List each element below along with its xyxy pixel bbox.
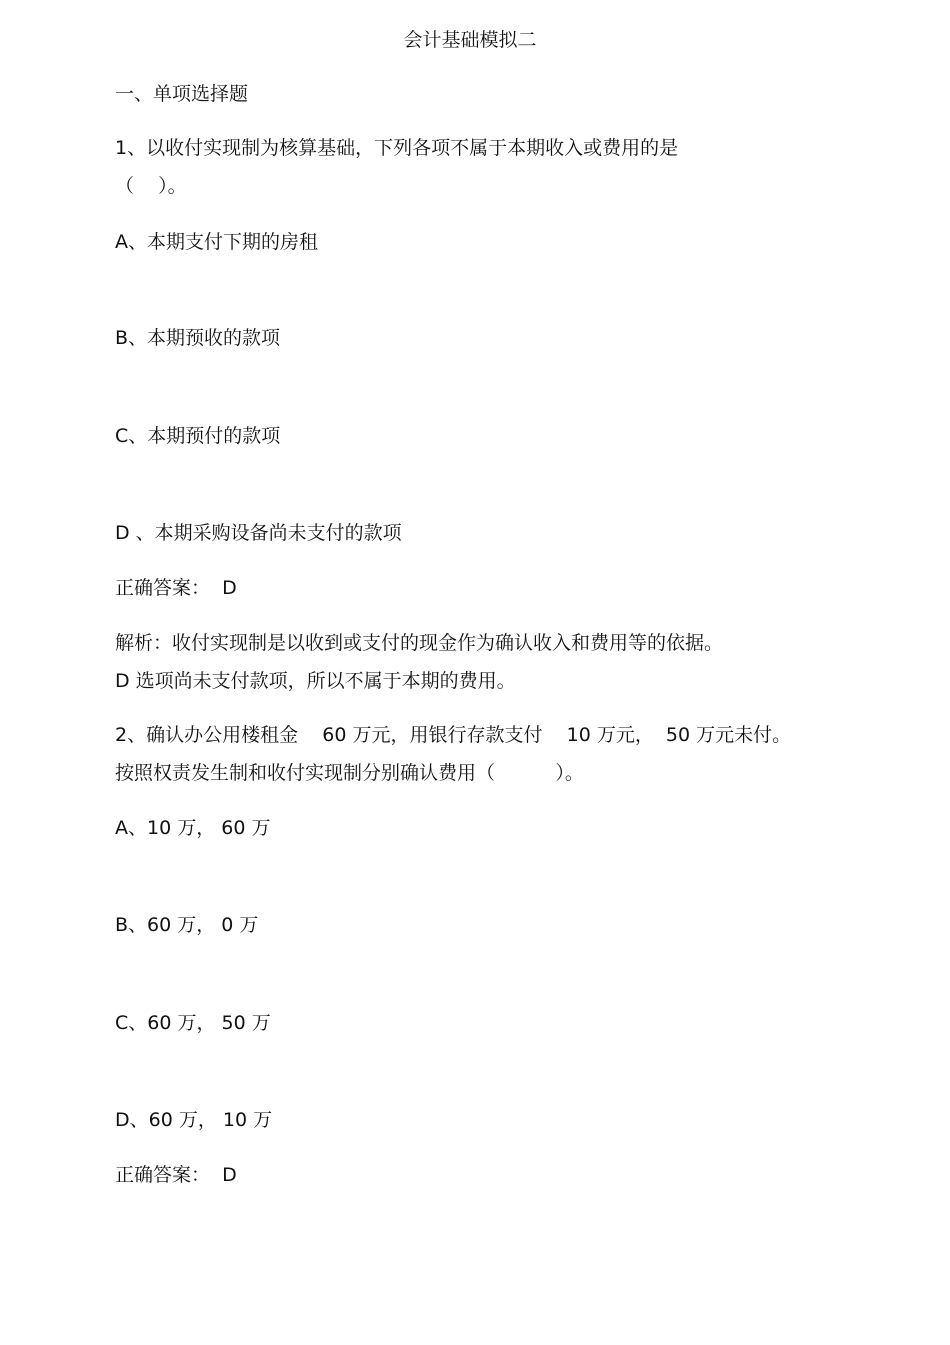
option-b: B、60 万， 0 万 — [115, 914, 259, 936]
option-c: C、本期预付的款项 — [115, 425, 281, 447]
question-stem-continued: 按照权责发生制和收付实现制分别确认费用（ ）。 — [115, 762, 584, 784]
section-heading: 一、单项选择题 — [115, 83, 249, 105]
analysis: 解析：收付实现制是以收到或支付的现金作为确认收入和费用等的依据。 — [115, 632, 724, 654]
document-title: 会计基础模拟二 — [403, 29, 537, 51]
option-b: B、本期预收的款项 — [115, 327, 281, 349]
question-stem: 1、以收付实现制为核算基础，下列各项不属于本期收入或费用的是 — [115, 137, 679, 159]
option-a: A、10 万， 60 万 — [115, 817, 271, 839]
option-d: D、60 万， 10 万 — [115, 1109, 273, 1131]
analysis-continued: D 选项尚未支付款项，所以不属于本期的费用。 — [115, 670, 516, 692]
option-d: D 、本期采购设备尚未支付的款项 — [115, 522, 402, 544]
question-stem-continued: （ ）。 — [115, 175, 187, 197]
correct-answer: 正确答案： D — [115, 577, 237, 599]
option-a: A、本期支付下期的房租 — [115, 231, 318, 253]
question-stem: 2、确认办公用楼租金 60 万元，用银行存款支付 10 万元， 50 万元未付。 — [115, 724, 792, 746]
correct-answer: 正确答案： D — [115, 1164, 237, 1186]
option-c: C、60 万， 50 万 — [115, 1012, 271, 1034]
